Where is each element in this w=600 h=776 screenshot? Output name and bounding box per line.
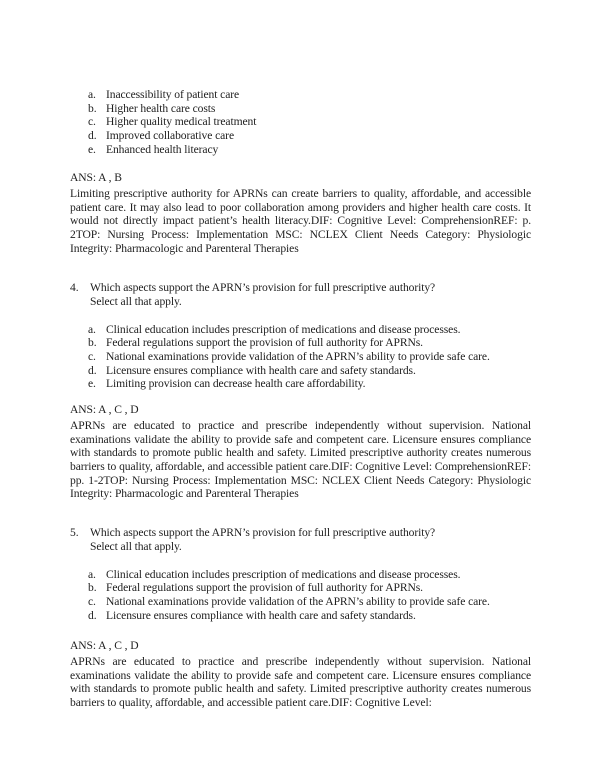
list-item bbox=[70, 323, 531, 337]
option-text: Enhanced health literacy bbox=[106, 142, 219, 156]
question3-options-list bbox=[70, 88, 531, 157]
list-item bbox=[70, 102, 531, 116]
list-item bbox=[70, 350, 531, 364]
option-letter: c. bbox=[88, 350, 96, 363]
list-item bbox=[70, 336, 531, 350]
option-letter: a. bbox=[88, 322, 96, 336]
question-row bbox=[70, 526, 531, 540]
option-letter: c. bbox=[88, 115, 96, 129]
option-text: Federal regulations support the provision of full authority for APRNs. bbox=[106, 336, 423, 350]
list-item bbox=[70, 609, 531, 623]
option-letter: a. bbox=[88, 567, 96, 581]
answer-line: ANS: A , C , D bbox=[70, 403, 139, 416]
question-number: 5. bbox=[70, 526, 79, 539]
answer-rationale: APRNs are educated to practice and prescribe independently without supervision. National examinations validate the ability to provide safe and competent care. Licensure ensures compliance with standards to promote public health and safety. Limited prescriptive authority creates numerous barriers to quality, affordable, and accessible patient care.DIF: Cognitive Level: bbox=[70, 655, 531, 709]
question4-block bbox=[70, 281, 531, 391]
option-text: Higher health care costs bbox=[106, 101, 216, 115]
option-letter: d. bbox=[88, 129, 97, 143]
question5-answer-block bbox=[70, 639, 531, 710]
option-text: National examinations provide validation of the APRN’s ability to provide safe care. bbox=[106, 595, 490, 608]
list-item bbox=[70, 115, 531, 129]
question-text: Which aspects support the APRN’s provision for full prescriptive authority? bbox=[90, 281, 436, 294]
question4-options-list bbox=[70, 323, 531, 392]
option-letter: b. bbox=[88, 336, 97, 350]
option-text: Clinical education includes prescription of medications and disease processes. bbox=[106, 567, 461, 581]
option-text: Higher quality medical treatment bbox=[106, 115, 257, 129]
question-instruction: Select all that apply. bbox=[90, 294, 182, 308]
list-item bbox=[70, 88, 531, 102]
option-letter: d. bbox=[88, 608, 97, 622]
answer-rationale: APRNs are educated to practice and prescribe independently without supervision. National examinations validate the ability to provide safe and competent care. Licensure ensures compliance with standards to promote public health and safety. Limited prescriptive authority creates numerous barriers to quality, affordable, and accessible patient care.DIF: Cognitive Level: ComprehensionREF: pp. 1-2TOP: Nursing Process: Implementation MSC: NCLEX Client Needs Category: Physiologic Integrity: Pharmacologic and Parenteral Therapies bbox=[70, 419, 531, 501]
option-text: Licensure ensures compliance with health care and safety standards. bbox=[106, 608, 416, 622]
option-text: Federal regulations support the provision of full authority for APRNs. bbox=[106, 581, 423, 595]
option-text: Improved collaborative care bbox=[106, 129, 234, 143]
question-row bbox=[70, 281, 531, 295]
question-instruction: Select all that apply. bbox=[90, 539, 182, 553]
option-text: Inaccessibility of patient care bbox=[106, 88, 240, 101]
list-item bbox=[70, 595, 531, 609]
option-letter: c. bbox=[88, 595, 96, 608]
list-item bbox=[70, 129, 531, 143]
list-item bbox=[70, 581, 531, 595]
question3-answer-block bbox=[70, 171, 531, 255]
option-letter: a. bbox=[88, 88, 96, 101]
question4-answer-block bbox=[70, 403, 531, 501]
option-letter: b. bbox=[88, 101, 97, 115]
answer-line: ANS: A , B bbox=[70, 171, 122, 184]
option-text: Clinical education includes prescription of medications and disease processes. bbox=[106, 322, 461, 336]
option-letter: e. bbox=[88, 142, 96, 156]
question-text: Which aspects support the APRN’s provision for full prescriptive authority? bbox=[90, 526, 436, 539]
answer-line: ANS: A , C , D bbox=[70, 639, 139, 652]
question-number: 4. bbox=[70, 281, 79, 294]
list-item bbox=[70, 143, 531, 157]
option-text: National examinations provide validation of the APRN’s ability to provide safe care. bbox=[106, 350, 490, 363]
answer-rationale: Limiting prescriptive authority for APRNs can create barriers to quality, affordable, and accessible patient care. It may also lead to poor collaboration among providers and higher health care costs. It would not directly impact patient’s health literacy.DIF: Cognitive Level: ComprehensionREF: p. 2TOP: Nursing Process: Implementation MSC: NCLEX Client Needs Category: Physiologic Integrity: Pharmacologic and Parenteral Therapies bbox=[70, 187, 531, 255]
option-letter: e. bbox=[88, 377, 96, 391]
list-item bbox=[70, 377, 531, 391]
list-item bbox=[70, 364, 531, 378]
option-text: Limiting provision can decrease health care affordability. bbox=[106, 377, 366, 391]
option-letter: d. bbox=[88, 363, 97, 377]
option-text: Licensure ensures compliance with health care and safety standards. bbox=[106, 363, 416, 377]
option-letter: b. bbox=[88, 581, 97, 595]
question5-options-list bbox=[70, 568, 531, 623]
list-item bbox=[70, 568, 531, 582]
question5-block bbox=[70, 526, 531, 622]
